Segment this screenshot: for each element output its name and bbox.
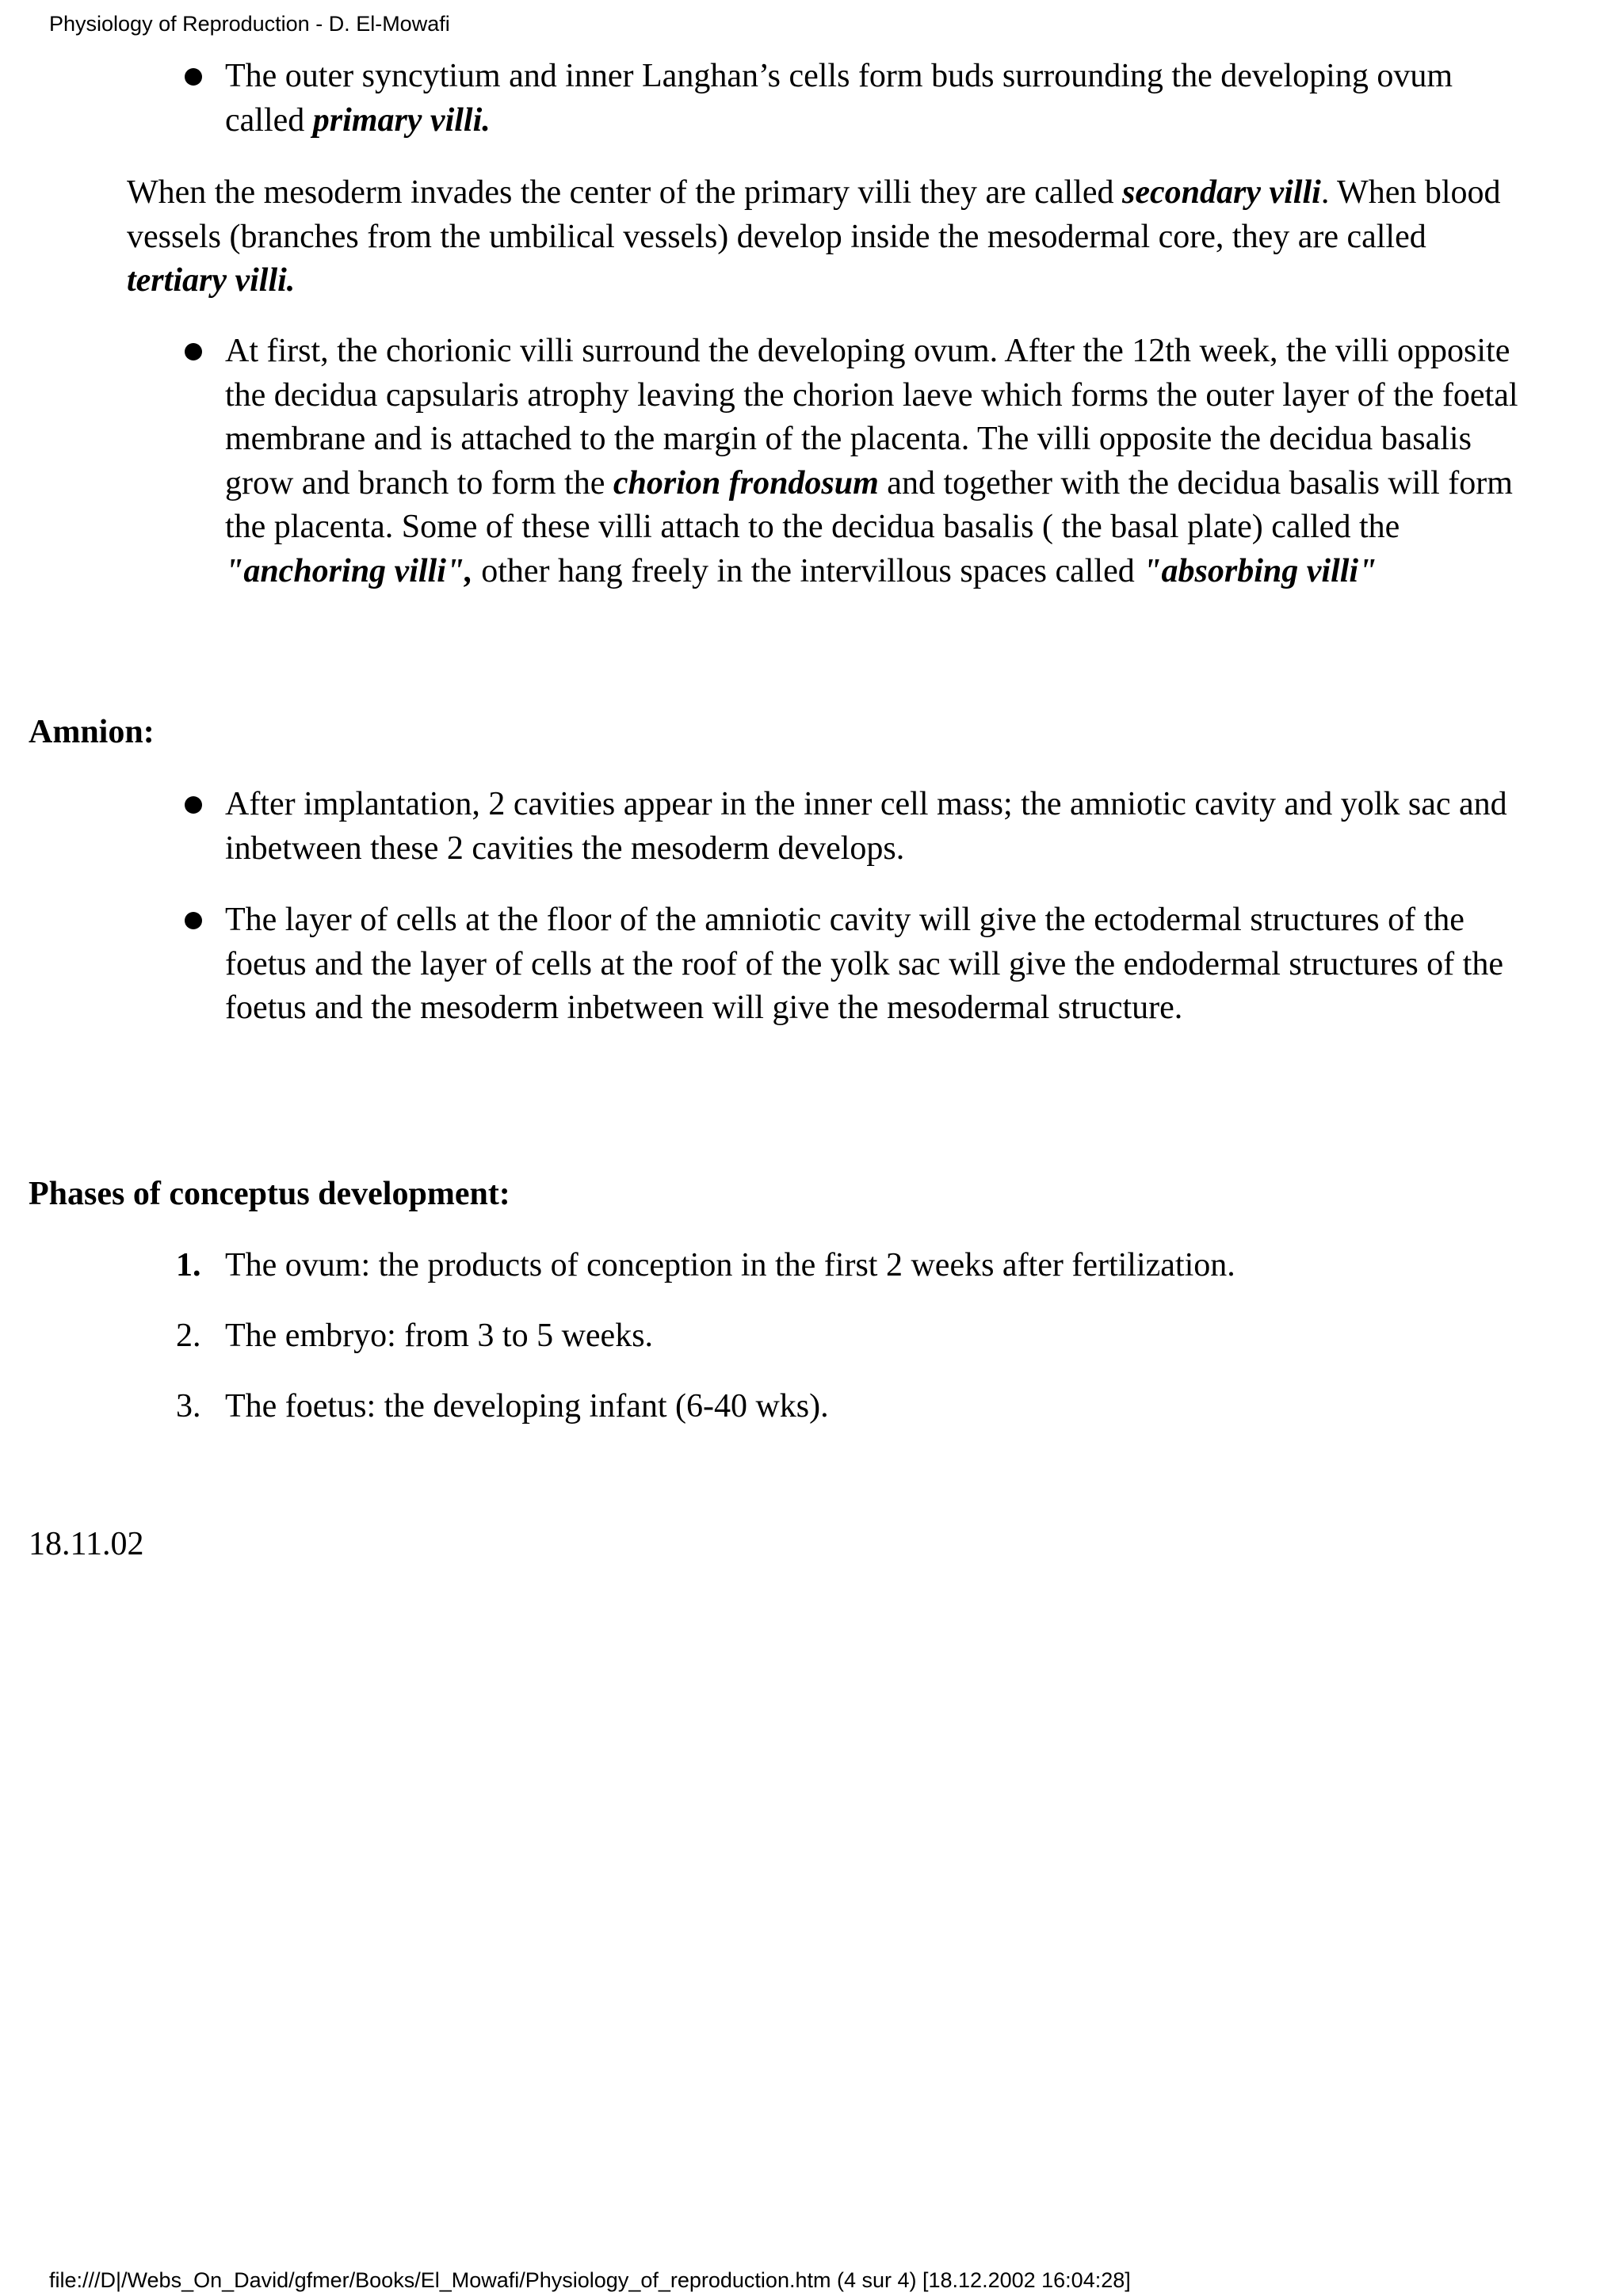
bullet-icon <box>185 343 202 360</box>
term-secondary-villi: secondary villi <box>1122 174 1321 211</box>
section-heading-amnion: Amnion: <box>29 714 155 750</box>
bullet-icon <box>185 912 202 929</box>
section-heading-phases: Phases of conceptus development: <box>29 1176 510 1212</box>
bullet-amnion-1: After implantation, 2 cavities appear in the inner cell mass; the amniotic cavity and yolk sac and inbetween these 2 cavities the mesoderm develops. <box>225 786 1507 867</box>
bullet-icon <box>185 68 202 86</box>
list-number: 2. <box>176 1318 201 1354</box>
phase-item-ovum: The ovum: the products of conception in the first 2 weeks after fertilization. <box>225 1247 1235 1283</box>
term-anchoring-villi: "anchoring villi", <box>225 552 473 589</box>
document-date: 18.11.02 <box>29 1526 144 1562</box>
paragraph-text: . When blood vessels (branches from the umbilical vessels) develop inside the mesodermal core, they are called <box>127 174 1501 255</box>
page-footer-path: file:///D|/Webs_On_David/gfmer/Books/El_Mowafi/Physiology_of_reproduction.htm (4 sur 4) [18.12.2002 16:04:28] <box>49 2268 1131 2292</box>
list-number: 1. <box>176 1247 201 1283</box>
paragraph-text: When the mesoderm invades the center of the primary villi they are called <box>127 174 1123 211</box>
bullet-text: At first, the chorionic villi surround the developing ovum. After the 12th week, the villi opposite the decidua capsularis atrophy leaving the chorion laeve which forms the outer layer of the foetal membrane and is attached to the margin of the placenta. The villi opposite the decidua basalis grow and branch to form the <box>225 333 1518 502</box>
bullet-text: The outer syncytium and inner Langhan’s cells form buds surrounding the developing ovum called <box>225 58 1453 139</box>
phase-item-foetus: The foetus: the developing infant (6-40 wks). <box>225 1388 829 1425</box>
bullet-text: and together with the decidua basalis will form the placenta. Some of these villi attach to the decidua basalis ( the basal plate) called the <box>225 464 1513 545</box>
bullet-icon <box>185 796 202 814</box>
bullet-text: other hang freely in the intervillous spaces called <box>472 552 1144 589</box>
bullet-amnion-2: The layer of cells at the floor of the amniotic cavity will give the ectodermal structures of the foetus and the layer of cells at the roof of the yolk sac will give the endodermal structures of the foetus and the mesoderm inbetween will give the mesodermal structure. <box>225 902 1503 1026</box>
phase-item-embryo: The embryo: from 3 to 5 weeks. <box>225 1318 654 1354</box>
list-number: 3. <box>176 1388 201 1425</box>
term-primary-villi: primary villi. <box>312 101 491 139</box>
term-chorion-frondosum: chorion frondosum <box>613 464 879 502</box>
page-header: Physiology of Reproduction - D. El-Mowafi <box>49 12 450 36</box>
paragraph-villi <box>127 171 1522 303</box>
term-tertiary-villi: tertiary villi. <box>127 262 296 299</box>
bullet-chorionic-villi <box>225 330 1525 593</box>
term-absorbing-villi: "absorbing villi" <box>1143 552 1377 589</box>
bullet-primary-villi <box>225 55 1525 143</box>
